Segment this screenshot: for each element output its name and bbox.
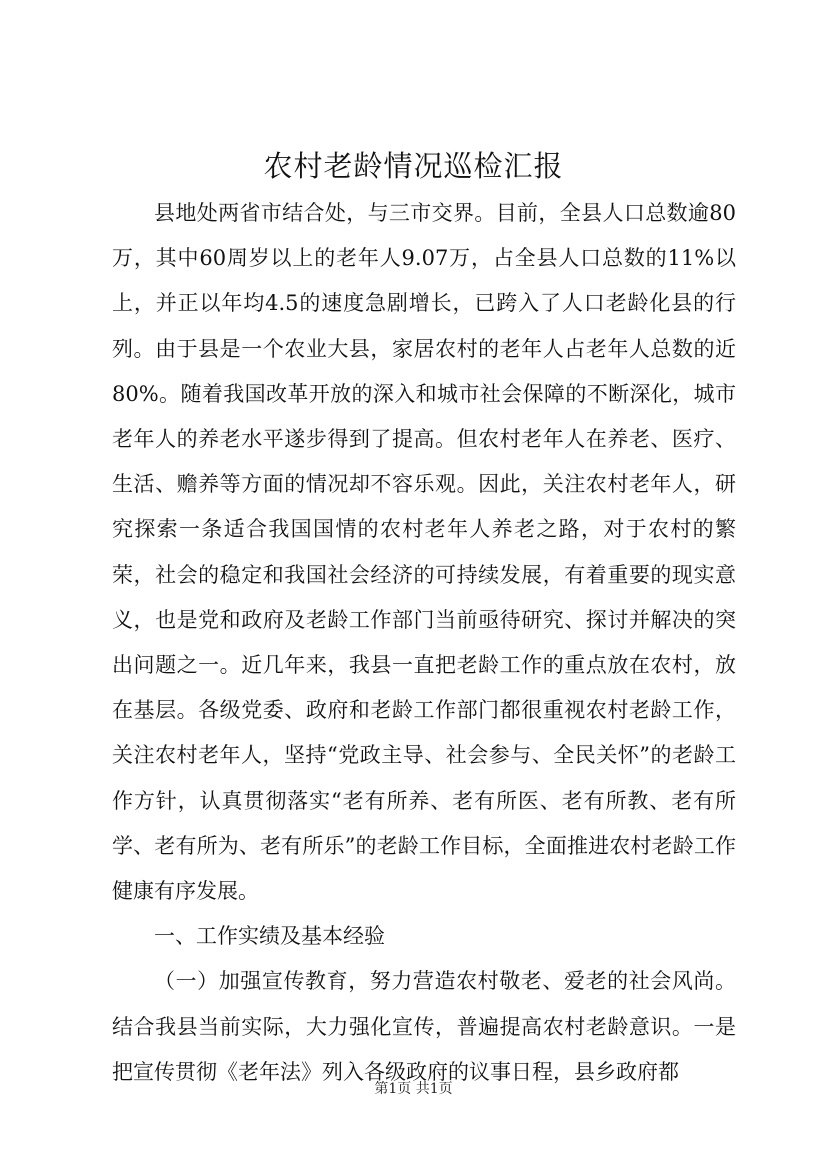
paragraph-intro: 县地处两省市结合处，与三市交界。目前，全县人口总数逾80万，其中60周岁以上的老年人9.07万，占全县人口总数的11%以上，并正以年均4.5的速度急剧增长，已跨入了人口老龄化县的行列。由于县是一个农业大县，家居农村的老年人占老年人总数的近80%。随着我国改革开放的深入和城市社会保障的不断深化，城市老年人的养老水平遂步得到了提高。但农村老年人在养老、医疗、生活、赡养等方面的情况却不容乐观。因此，关注农村老年人，研究探索一条适合我国国情的农村老年人养老之路，对于农村的繁荣，社会的稳定和我国社会经济的可持续发展，有着重要的现实意义，也是党和政府及老龄工作部门当前亟待研究、探讨并解决的突出问题之一。近几年来，我县一直把老龄工作的重点放在农村，放在基层。各级党委、政府和老龄工作部门都很重视农村老龄工作，关注农村老年人，坚持“党政主导、社会参与、全民关怀”的老龄工作方针，认真贯彻落实“老有所养、老有所医、老有所教、老有所学、老有所为、老有所乐”的老龄工作目标，全面推进农村老龄工作健康有序发展。 (112, 201, 736, 904)
section-heading: 一、工作实绩及基本经验 (154, 924, 385, 949)
document-body (112, 191, 736, 1095)
document-title: 农村老龄情况巡检汇报 (263, 149, 564, 183)
paragraph-subsection-1: （一）加强宣传教育，努力营造农村敬老、爱老的社会风尚。结合我县当前实际，大力强化宣传，普遍提高农村老龄意识。一是把宣传贯彻《老年法》列入各级政府的议事日程，县乡政府都 (112, 969, 736, 1084)
page-footer: 第1页 共1页 (374, 1081, 453, 1097)
